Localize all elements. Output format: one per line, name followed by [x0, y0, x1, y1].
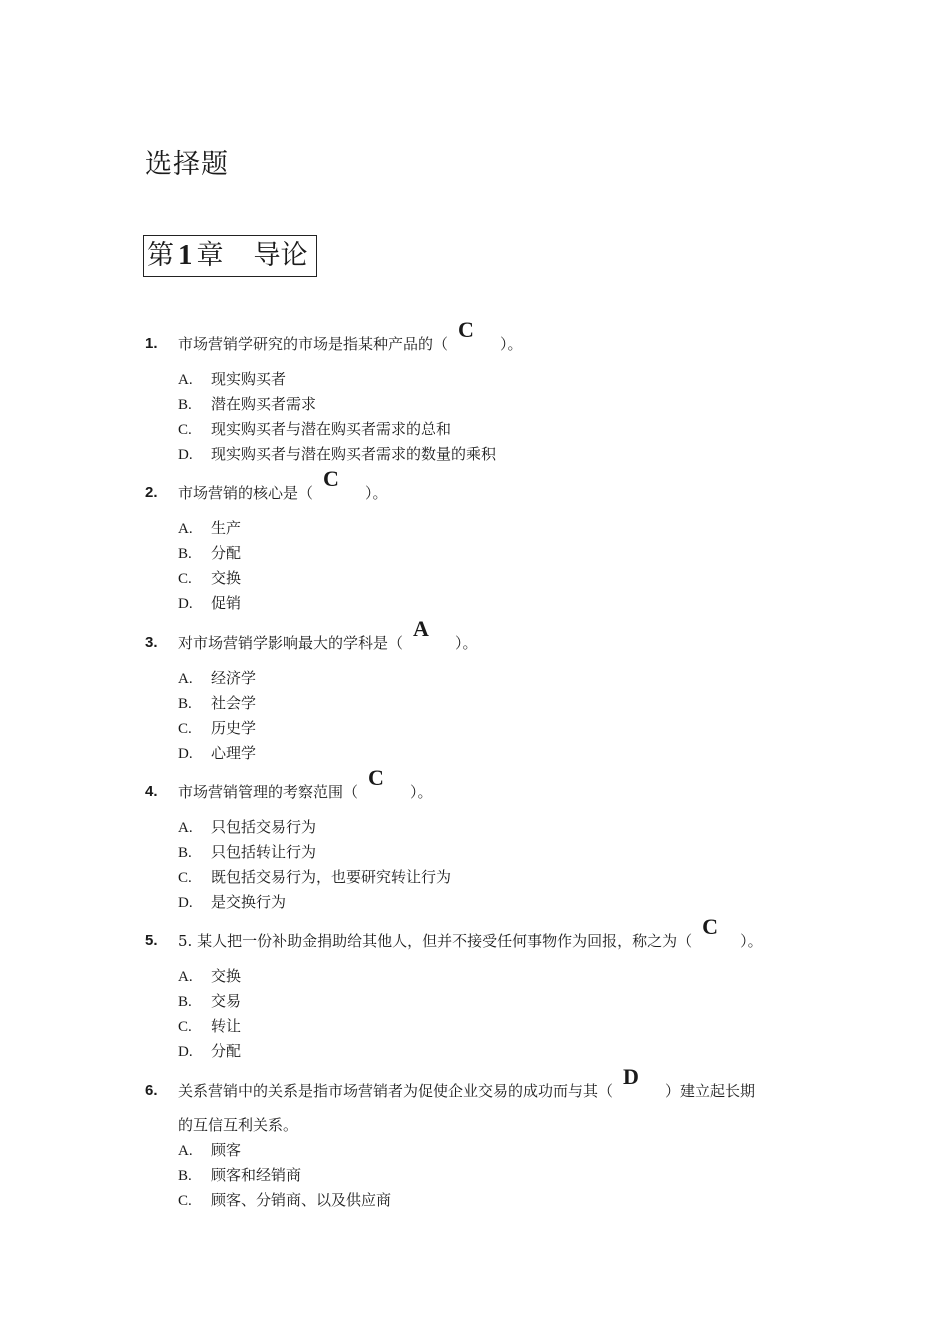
- option-letter: C.: [178, 571, 192, 587]
- chapter-name: 导论: [253, 240, 308, 271]
- option: [178, 1016, 241, 1037]
- question-text: [178, 317, 523, 354]
- option: [178, 1041, 241, 1062]
- option-text: 潜在购买者需求: [211, 395, 317, 413]
- option: [178, 668, 256, 689]
- option-letter: D.: [178, 895, 193, 911]
- option-text: 经济学: [211, 669, 257, 687]
- option-text: 顾客和经销商: [211, 1166, 302, 1184]
- option-letter: D.: [178, 596, 193, 612]
- option-text: 分配: [211, 544, 242, 562]
- option-text: 只包括交易行为: [211, 818, 317, 836]
- answer-mark: [358, 765, 410, 802]
- option-text: 顾客、分销商、以及供应商: [211, 1191, 392, 1209]
- option: [178, 1190, 391, 1211]
- option-text: 现实购买者与潜在购买者需求的总和: [211, 420, 452, 438]
- question-number: 5.: [145, 932, 158, 949]
- option-text: 既包括交易行为，也要研究转让行为: [211, 868, 452, 886]
- answer-letter: A: [413, 616, 429, 641]
- question-text-before: 市场营销学研究的市场是指某种产品的（: [178, 335, 449, 353]
- option-letter: B.: [178, 696, 192, 712]
- answer-letter: C: [368, 765, 384, 790]
- option: [178, 867, 451, 888]
- option-letter: B.: [178, 1168, 192, 1184]
- option-letter: A.: [178, 671, 193, 687]
- question-number: 2.: [145, 484, 158, 501]
- question-text-before: 对市场营销学影响最大的学科是（: [178, 634, 404, 652]
- answer-mark: [448, 317, 500, 354]
- option-letter: C.: [178, 422, 192, 438]
- document-title: 选择题: [145, 149, 229, 180]
- option-letter: C.: [178, 1193, 192, 1209]
- question-number: 6.: [145, 1082, 158, 1099]
- option: [178, 743, 256, 764]
- option-text: 顾客: [211, 1141, 242, 1159]
- answer-mark: [613, 1064, 665, 1101]
- question-text: [178, 765, 433, 802]
- option-letter: A.: [178, 372, 193, 388]
- question-text-after: ）。: [410, 783, 433, 801]
- question-text: [178, 466, 388, 503]
- question-text: [178, 914, 763, 951]
- question-text: [178, 616, 478, 653]
- option-text: 交换: [211, 569, 242, 587]
- option-letter: A.: [178, 1143, 193, 1159]
- option-text: 是交换行为: [211, 893, 287, 911]
- option: [178, 991, 241, 1012]
- option-letter: B.: [178, 397, 192, 413]
- option: [178, 718, 256, 739]
- question-text-before: 市场营销管理的考察范围（: [178, 783, 359, 801]
- option-letter: A.: [178, 521, 193, 537]
- question-text-after: ）。: [500, 335, 523, 353]
- option: [178, 817, 316, 838]
- option-text: 历史学: [211, 719, 257, 737]
- question-number: 3.: [145, 634, 158, 651]
- answer-letter: C: [702, 914, 718, 939]
- option-letter: A.: [178, 969, 193, 985]
- question-text-before: 市场营销的核心是（: [178, 484, 314, 502]
- question-text: [178, 1064, 756, 1101]
- option: [178, 693, 256, 714]
- chapter-suffix: 章: [196, 240, 224, 271]
- option-letter: B.: [178, 546, 192, 562]
- answer-mark: [692, 914, 740, 951]
- option: [178, 842, 316, 863]
- question-text-after: ）。: [740, 932, 763, 950]
- option-letter: D.: [178, 447, 193, 463]
- option-text: 交换: [211, 967, 242, 985]
- answer-mark: [403, 616, 455, 653]
- option: [178, 543, 241, 564]
- option: [178, 518, 241, 539]
- chapter-number: 1: [178, 239, 193, 271]
- option-letter: C.: [178, 1019, 192, 1035]
- option-letter: D.: [178, 746, 193, 762]
- question-number: 1.: [145, 335, 158, 352]
- answer-letter: C: [323, 466, 339, 491]
- option-letter: D.: [178, 1044, 193, 1060]
- option-letter: B.: [178, 845, 192, 861]
- answer-letter: D: [623, 1064, 639, 1089]
- option-letter: B.: [178, 994, 192, 1010]
- option: [178, 444, 496, 465]
- option: [178, 593, 241, 614]
- option-text: 只包括转让行为: [211, 843, 317, 861]
- option-text: 交易: [211, 992, 242, 1010]
- chapter-heading: [143, 235, 317, 277]
- option: [178, 1140, 241, 1161]
- option: [178, 394, 316, 415]
- option-text: 分配: [211, 1042, 242, 1060]
- option-text: 促销: [211, 594, 242, 612]
- option-text: 生产: [211, 519, 242, 537]
- question-text-before: 关系营销中的关系是指市场营销者为促使企业交易的成功而与其（: [178, 1082, 614, 1100]
- option-text: 现实购买者与潜在购买者需求的数量的乘积: [211, 445, 497, 463]
- option: [178, 892, 286, 913]
- chapter-prefix: 第: [147, 240, 174, 271]
- option: [178, 568, 241, 589]
- answer-letter: C: [458, 317, 474, 342]
- question-number: 4.: [145, 783, 158, 800]
- option: [178, 966, 241, 987]
- option-letter: C.: [178, 870, 192, 886]
- question-text-after: ）建立起长期: [665, 1082, 756, 1100]
- option: [178, 419, 451, 440]
- option-text: 转让: [211, 1017, 242, 1035]
- option-letter: C.: [178, 721, 192, 737]
- answer-mark: [313, 466, 365, 503]
- option: [178, 1165, 301, 1186]
- question-text-after: ）。: [455, 634, 478, 652]
- option-text: 社会学: [211, 694, 257, 712]
- question-text-before: 5. 某人把一份补助金捐助给其他人，但并不接受任何事物作为回报，称之为（: [178, 932, 693, 950]
- option-text: 心理学: [211, 744, 257, 762]
- option-text: 现实购买者: [211, 370, 287, 388]
- question-text-after: ）。: [365, 484, 388, 502]
- question-text-continuation: 的互信互利关系。: [178, 1116, 299, 1134]
- option: [178, 369, 286, 390]
- option-letter: A.: [178, 820, 193, 836]
